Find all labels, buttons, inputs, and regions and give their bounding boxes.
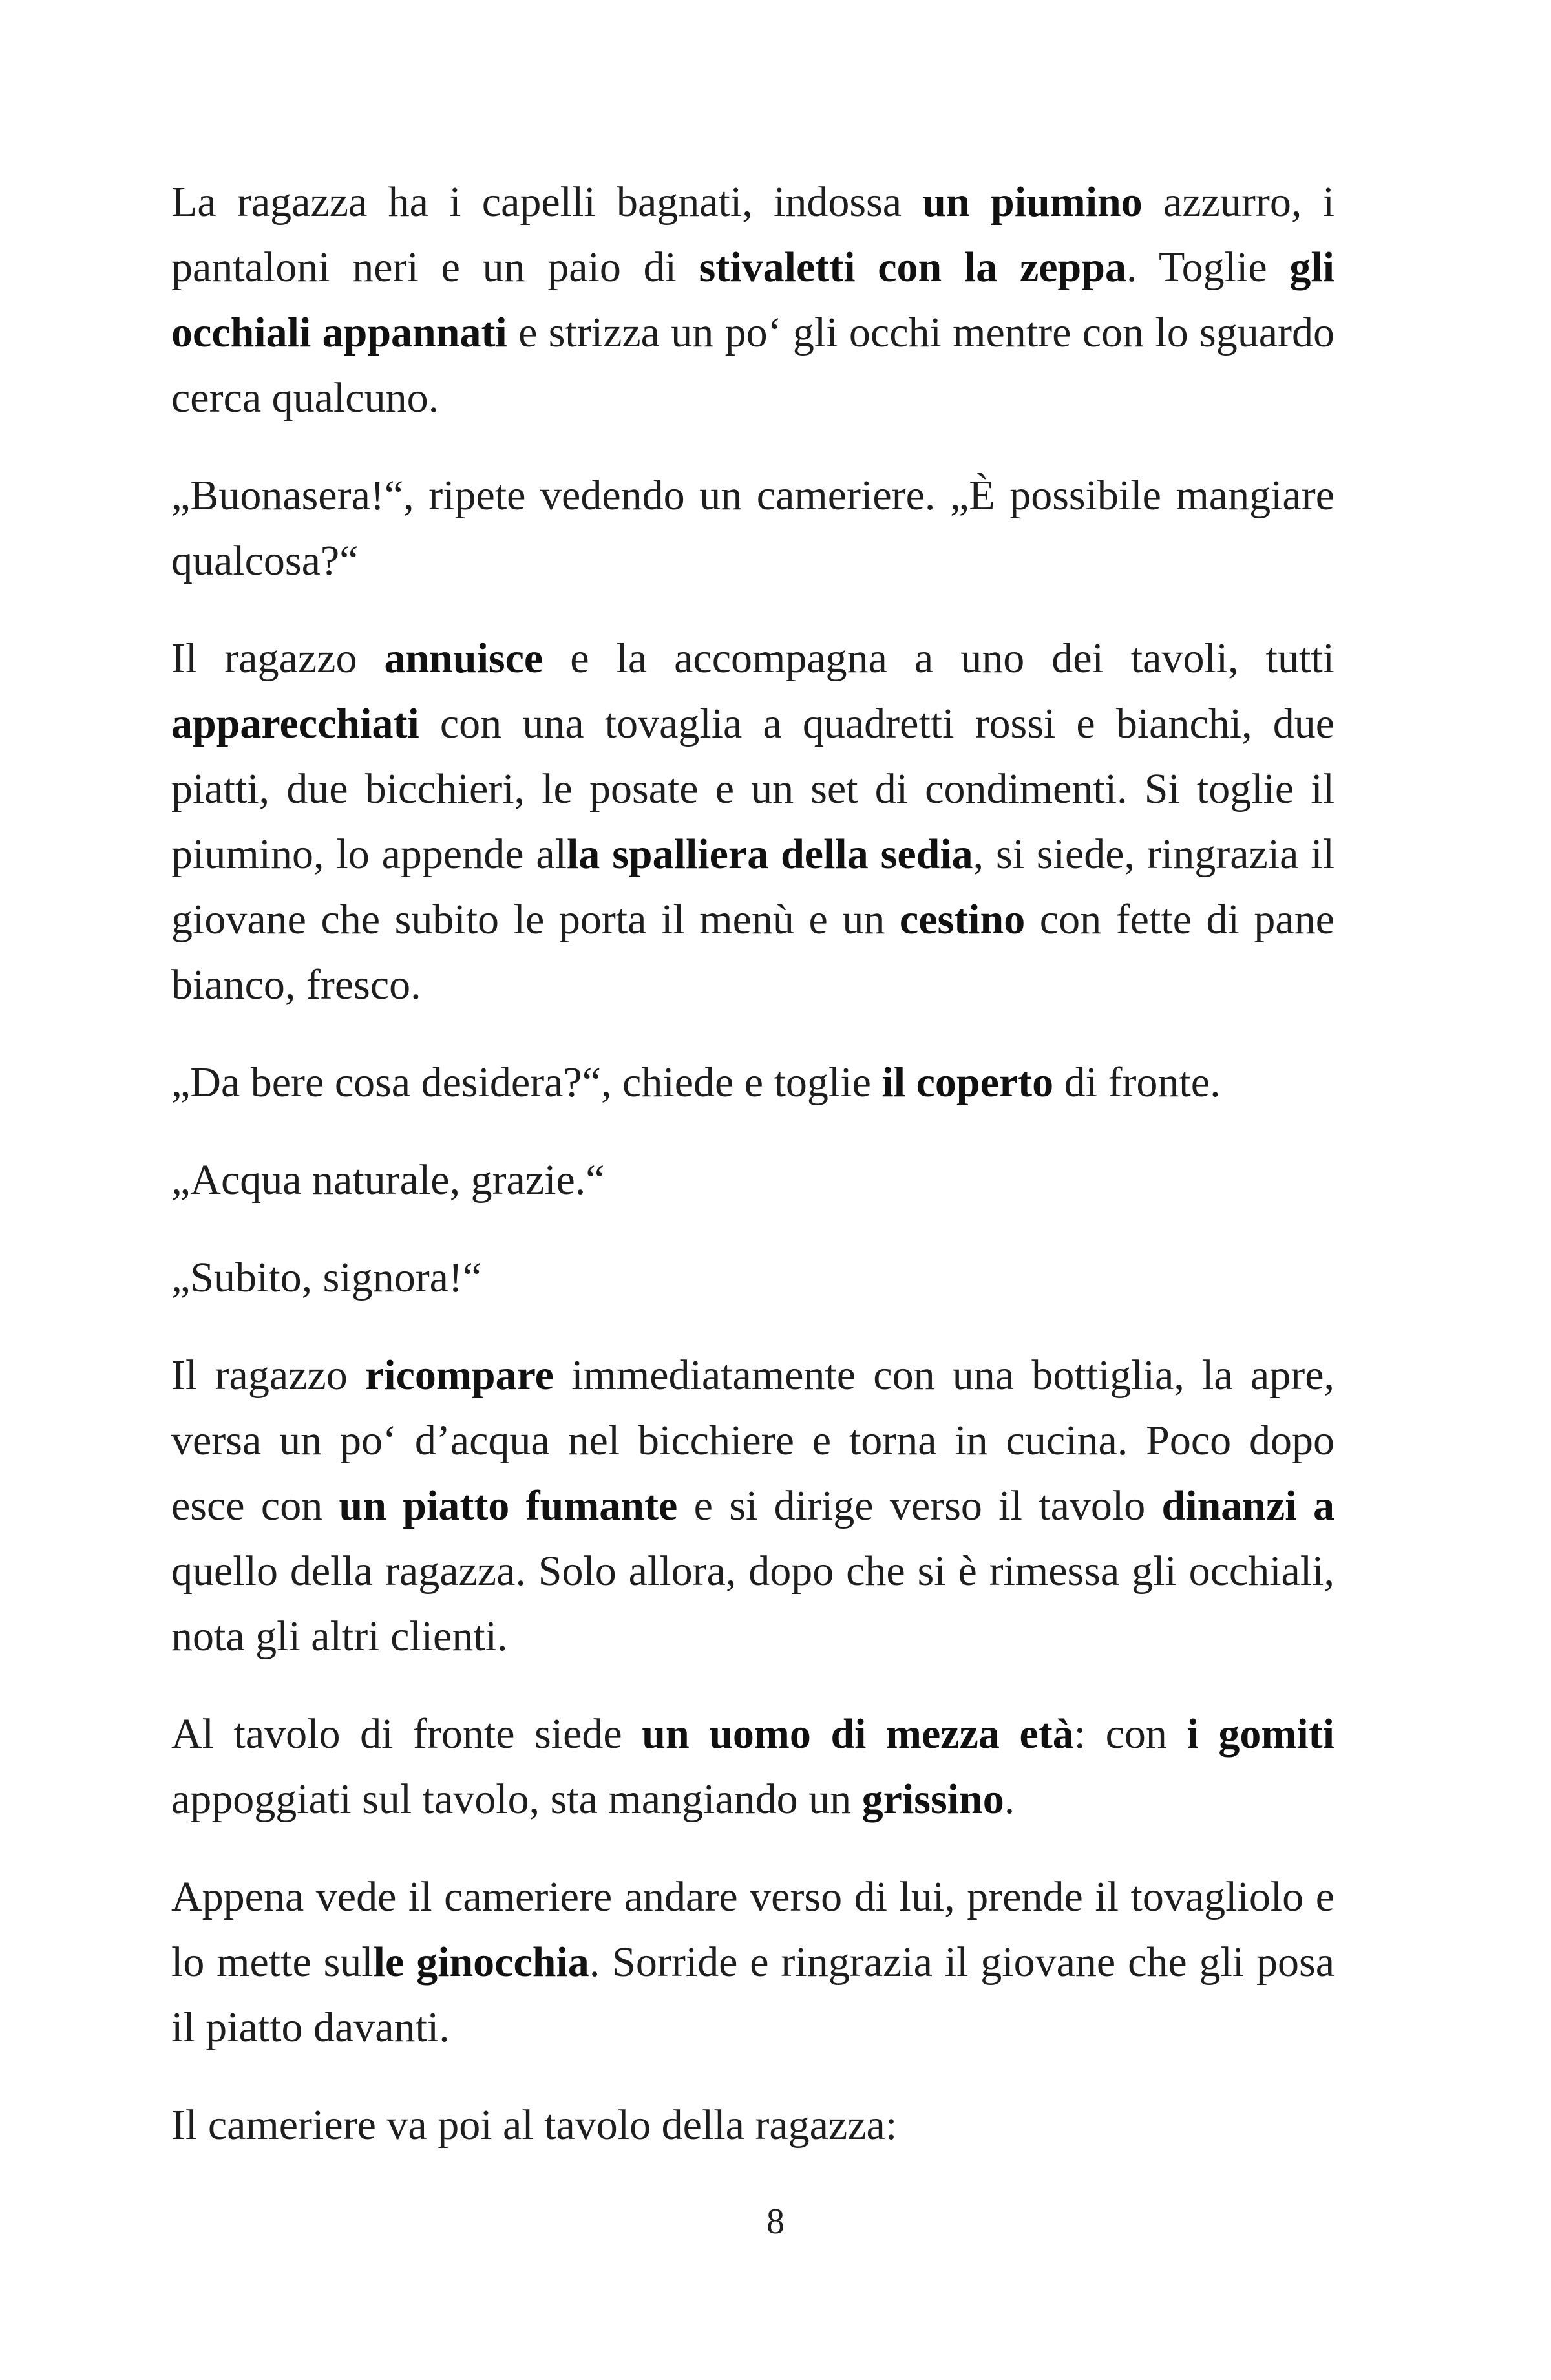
text-run: Appena vede il cameriere andare verso di lui, prende il tovagliolo e lo mette sul — [171, 1873, 1335, 1986]
bold-phrase: dinanzi a — [1161, 1482, 1335, 1529]
paragraph — [171, 169, 1335, 430]
bold-phrase: il coperto — [881, 1059, 1054, 1106]
paragraph — [171, 1343, 1335, 1669]
paragraph — [171, 1050, 1335, 1115]
text-run: e strizza un po‘ gli occhi mentre con lo sguardo cerca qualcuno. — [171, 309, 1335, 421]
text-run: . Sorride e ringrazia il giovane che gli posa il piatto davanti. — [171, 1939, 1335, 2051]
text-run: immediatamente con una bottiglia, la apre, versa un po‘ d’acqua nel bicchiere e torna in cucina. Poco dopo esce con — [171, 1352, 1335, 1529]
paragraph — [171, 1147, 1335, 1213]
bold-phrase: la spalliera della sedia — [567, 831, 973, 878]
bold-phrase: i gomiti — [1187, 1710, 1335, 1758]
text-run: . Toglie — [1126, 244, 1290, 291]
text-run: „Subito, signora!“ — [171, 1254, 482, 1301]
text-run: di fronte. — [1053, 1059, 1221, 1106]
page-number: 8 — [766, 2202, 785, 2242]
text-run: e si dirige verso il tavolo — [677, 1482, 1162, 1529]
text-run: con fette di pane bianco, fresco. — [171, 896, 1335, 1008]
bold-phrase: ricompare — [364, 1352, 554, 1399]
text-run: e la accompagna a uno dei tavoli, tutti — [543, 635, 1335, 682]
paragraph — [171, 1864, 1335, 2060]
page-body — [171, 169, 1335, 2190]
text-run: „Buonasera!“, ripete vedendo un cameriere. „È possibile mangiare qualcosa?“ — [171, 472, 1335, 584]
bold-phrase: gli occhiali appannati — [171, 244, 1335, 356]
text-run: Il cameriere va poi al tavolo della ragazza: — [171, 2101, 898, 2149]
text-run: con una tovaglia a quadretti rossi e bianchi, due piatti, due bicchieri, le posate e un set di condimenti. Si toglie il piumino, lo appende al — [171, 700, 1335, 878]
text-run: appoggiati sul tavolo, sta mangiando un — [171, 1776, 862, 1823]
text-run: La ragazza ha i capelli bagnati, indossa — [171, 178, 923, 226]
text-run: azzurro, i pantaloni neri e un paio di — [171, 178, 1335, 291]
text-run: . — [1004, 1776, 1015, 1823]
text-run: „Da bere cosa desidera?“, chiede e toglie — [171, 1059, 882, 1106]
bold-phrase: apparecchiati — [171, 700, 419, 747]
text-run: Al tavolo di fronte siede — [171, 1710, 642, 1758]
text-run: : con — [1073, 1710, 1187, 1758]
bold-phrase: un piatto fumante — [339, 1482, 678, 1529]
bold-phrase: grissino — [861, 1776, 1004, 1823]
text-run: „Acqua naturale, grazie.“ — [171, 1156, 605, 1204]
text-run: , si siede, ringrazia il giovane che subito le porta il menù e un — [171, 831, 1335, 943]
bold-phrase: un piumino — [922, 178, 1143, 226]
text-run: Il ragazzo — [171, 1352, 365, 1399]
paragraph — [171, 2092, 1335, 2158]
text-run: quello della ragazza. Solo allora, dopo che si è rimessa gli occhiali, nota gli altri clienti. — [171, 1547, 1335, 1660]
paragraph — [171, 463, 1335, 593]
bold-phrase: stivaletti con la zeppa — [699, 244, 1126, 291]
paragraph — [171, 1701, 1335, 1832]
bold-phrase: un uomo di mezza età — [642, 1710, 1074, 1758]
text-run: Il ragazzo — [171, 635, 385, 682]
paragraph — [171, 1245, 1335, 1310]
paragraph — [171, 626, 1335, 1017]
bold-phrase: le ginocchia — [373, 1939, 589, 1986]
bold-phrase: cestino — [899, 896, 1026, 943]
bold-phrase: annuisce — [384, 635, 543, 682]
